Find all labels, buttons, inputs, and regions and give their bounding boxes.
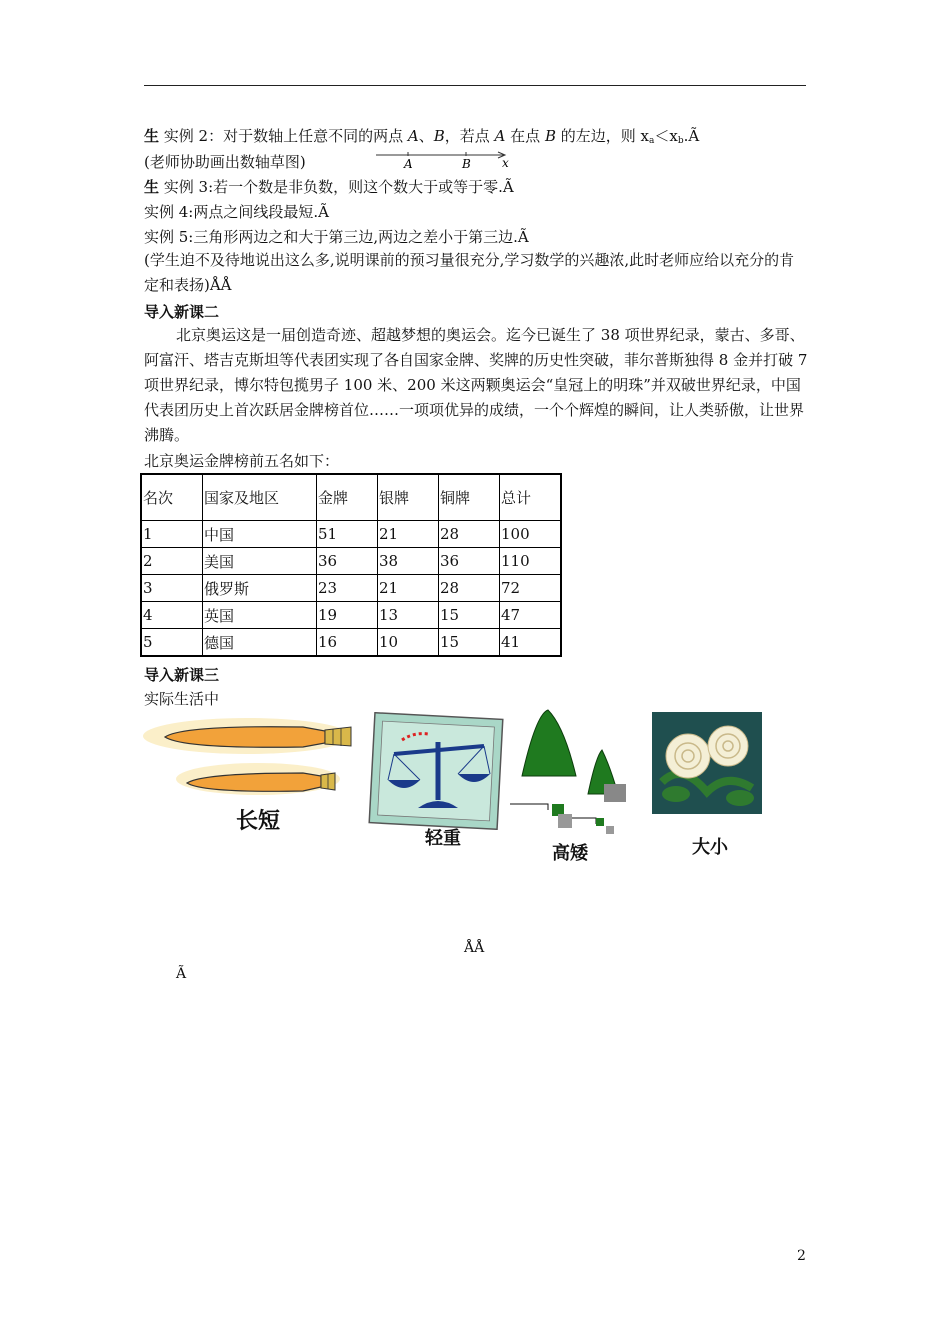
table-cell: 28 [439, 521, 500, 548]
section-heading-3: 导入新课三 [144, 666, 220, 684]
text: 实例 2：对于数轴上任意不同的两点 [159, 127, 408, 145]
header-cell: 银牌 [378, 474, 439, 521]
table-cell: 15 [439, 602, 500, 629]
real-life-label: 实际生活中 [144, 690, 220, 708]
table-cell: 英国 [203, 602, 317, 629]
table-cell: 美国 [203, 548, 317, 575]
table-intro: 北京奥运金牌榜前五名如下： [144, 452, 340, 470]
table-cell: 德国 [203, 629, 317, 657]
header-rule [144, 85, 806, 86]
table-cell: 100 [500, 521, 562, 548]
table-cell: 21 [378, 575, 439, 602]
header-cell: 名次 [141, 474, 203, 521]
text: 、 [418, 127, 434, 145]
example-2-line [144, 127, 699, 150]
scale-image [366, 712, 508, 830]
example-5-line: 实例 5:三角形两边之和大于第三边,两边之差小于第三边.Ã [144, 228, 529, 246]
table-header-row [141, 474, 561, 521]
trees-image [508, 706, 630, 838]
roses-image [652, 712, 762, 814]
table-cell: 俄罗斯 [203, 575, 317, 602]
point-a: A [407, 127, 419, 145]
carrots-image [143, 713, 368, 803]
carrots-caption: 长短 [236, 809, 281, 834]
table-cell: 51 [317, 521, 378, 548]
table-row [141, 602, 561, 629]
table-cell: 13 [378, 602, 439, 629]
table-cell: 10 [378, 629, 439, 657]
section-heading-2: 导入新课二 [144, 303, 220, 321]
header-cell: 国家及地区 [203, 474, 317, 521]
student-note-paragraph [144, 248, 808, 298]
roses-caption: 大小 [692, 837, 728, 858]
table-row [141, 548, 561, 575]
point-a: A [494, 127, 506, 145]
table-cell: 21 [378, 521, 439, 548]
olympics-text: 北京奥运这是一届创造奇迹、超越梦想的奥运会。迄今已诞生了 38 项世界纪录，蒙古、多哥、阿富汗、塔吉克斯坦等代表团实现了各自国家金牌、奖牌的历史性突破，菲尔普斯独得 8 金并打破 7 项世界纪录，博尔特包揽男子 100 米、200 米这两颗奥运会“皇冠上的明珠”并双破世界纪录，中国代表团历史上首次跃居金牌榜首位……一项项优异的成绩，一个个辉煌的瞬间，让人类骄傲，让世界沸腾。 [144, 326, 808, 444]
header-cell: 铜牌 [439, 474, 500, 521]
example-4-line: 实例 4:两点之间线段最短.Ã [144, 203, 329, 221]
table-cell: 16 [317, 629, 378, 657]
table-cell: 23 [317, 575, 378, 602]
table-cell: 28 [439, 575, 500, 602]
olympics-paragraph [144, 323, 808, 448]
text: .Ã [683, 127, 700, 145]
table-cell: 36 [317, 548, 378, 575]
trees-caption: 高矮 [552, 843, 588, 864]
student-note: (学生迫不及待地说出这么多,说明课前的预习量很充分,学习数学的兴趣浓,此时老师应给以充分的肯定和表扬)ÅÅ [144, 251, 795, 294]
text: 在点 [505, 127, 545, 145]
teacher-note: (老师协助画出数轴草图) [144, 153, 306, 171]
table-cell: 2 [141, 548, 203, 575]
stray-glyph: Ã [176, 966, 187, 982]
medal-table [140, 473, 562, 657]
table-cell: 1 [141, 521, 203, 548]
table-cell: 15 [439, 629, 500, 657]
table-cell: 110 [500, 548, 562, 575]
subscript: b [677, 136, 684, 146]
text: 的左边，则 x [555, 127, 649, 145]
table-row [141, 521, 561, 548]
example-3-line [144, 178, 514, 196]
table-cell: 3 [141, 575, 203, 602]
scale-caption: 轻重 [425, 828, 461, 849]
table-row [141, 629, 561, 657]
text: ＜x [654, 127, 678, 145]
number-line-sketch [374, 148, 519, 172]
table-row [141, 575, 561, 602]
table-cell: 中国 [203, 521, 317, 548]
table-cell: 5 [141, 629, 203, 657]
table-cell: 36 [439, 548, 500, 575]
subscript: a [648, 136, 655, 146]
table-cell: 4 [141, 602, 203, 629]
student-label: 生 [144, 178, 160, 196]
table-cell: 38 [378, 548, 439, 575]
stray-glyph: ÅÅ [464, 940, 485, 956]
number-line-label-a: A [404, 157, 413, 171]
text: 实例 3:若一个数是非负数，则这个数大于或等于零.Ã [159, 178, 514, 196]
header-cell: 金牌 [317, 474, 378, 521]
number-line-label-x: x [502, 156, 509, 170]
number-line-label-b: B [462, 157, 471, 171]
student-label: 生 [144, 127, 160, 145]
text: ，若点 [444, 127, 495, 145]
table-cell: 47 [500, 602, 562, 629]
point-b: B [433, 127, 445, 145]
table-cell: 72 [500, 575, 562, 602]
table-cell: 19 [317, 602, 378, 629]
page-number: 2 [797, 1248, 806, 1264]
table-cell: 41 [500, 629, 562, 657]
point-b: B [544, 127, 556, 145]
header-cell: 总计 [500, 474, 562, 521]
